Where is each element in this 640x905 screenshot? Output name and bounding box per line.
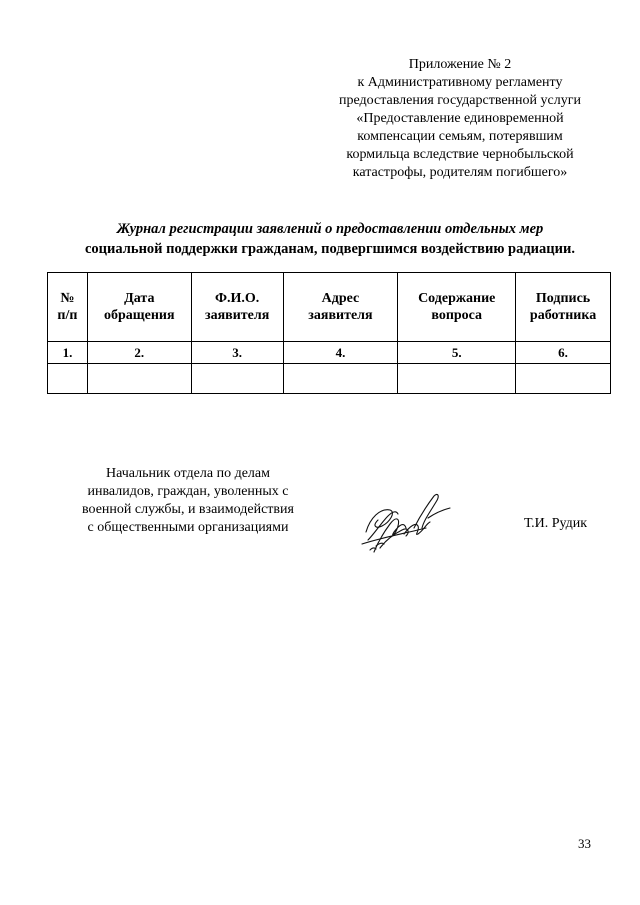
signer-position-line: Начальник отдела по делам bbox=[106, 466, 270, 481]
header-cell: Дата обращения bbox=[87, 273, 191, 342]
journal-title bbox=[30, 219, 630, 259]
empty-cell bbox=[48, 364, 88, 394]
signer-name: Т.И. Рудик bbox=[524, 516, 588, 531]
table-row bbox=[48, 364, 611, 394]
empty-cell bbox=[87, 364, 191, 394]
appendix-line: катастрофы, родителям погибшего» bbox=[352, 165, 568, 180]
column-number-cell: 3. bbox=[191, 342, 283, 364]
appendix-line: предоставления государственной услуги bbox=[339, 93, 581, 108]
appendix-line: кормильца вследствие чернобыльской bbox=[346, 147, 574, 162]
signer-position-line: военной службы, и взаимодействия bbox=[82, 502, 294, 517]
appendix-line: Приложение № 2 bbox=[408, 57, 512, 72]
column-number-cell: 4. bbox=[283, 342, 398, 364]
appendix-line: компенсации семьям, потерявшим bbox=[357, 129, 563, 144]
empty-cell bbox=[398, 364, 516, 394]
appendix-heading bbox=[300, 56, 620, 182]
signer-position bbox=[60, 465, 316, 537]
header-cell: № п/п bbox=[48, 273, 88, 342]
appendix-line: к Административному регламенту bbox=[357, 75, 563, 90]
page-number: 33 bbox=[578, 836, 591, 851]
handwritten-signature bbox=[360, 488, 456, 558]
column-number-cell: 1. bbox=[48, 342, 88, 364]
appendix-line: «Предоставление единовременной bbox=[356, 111, 564, 126]
journal-table bbox=[47, 272, 611, 394]
empty-cell bbox=[191, 364, 283, 394]
journal-title-line: Журнал регистрации заявлений о предоставлении отдельных мер bbox=[116, 221, 544, 237]
signer-position-line: с общественными организациями bbox=[87, 520, 289, 535]
header-cell: Адрес заявителя bbox=[283, 273, 398, 342]
table-row bbox=[48, 342, 611, 364]
table-header-row bbox=[48, 273, 611, 342]
column-number-cell: 2. bbox=[87, 342, 191, 364]
empty-cell bbox=[516, 364, 611, 394]
journal-title-line: социальной поддержки гражданам, подвергшимся воздействию радиации. bbox=[85, 241, 575, 257]
header-cell: Ф.И.О. заявителя bbox=[191, 273, 283, 342]
header-cell: Содержание вопроса bbox=[398, 273, 516, 342]
column-number-cell: 6. bbox=[516, 342, 611, 364]
signer-position-line: инвалидов, граждан, уволенных с bbox=[87, 484, 289, 499]
column-number-cell: 5. bbox=[398, 342, 516, 364]
empty-cell bbox=[283, 364, 398, 394]
header-cell: Подпись работника bbox=[516, 273, 611, 342]
